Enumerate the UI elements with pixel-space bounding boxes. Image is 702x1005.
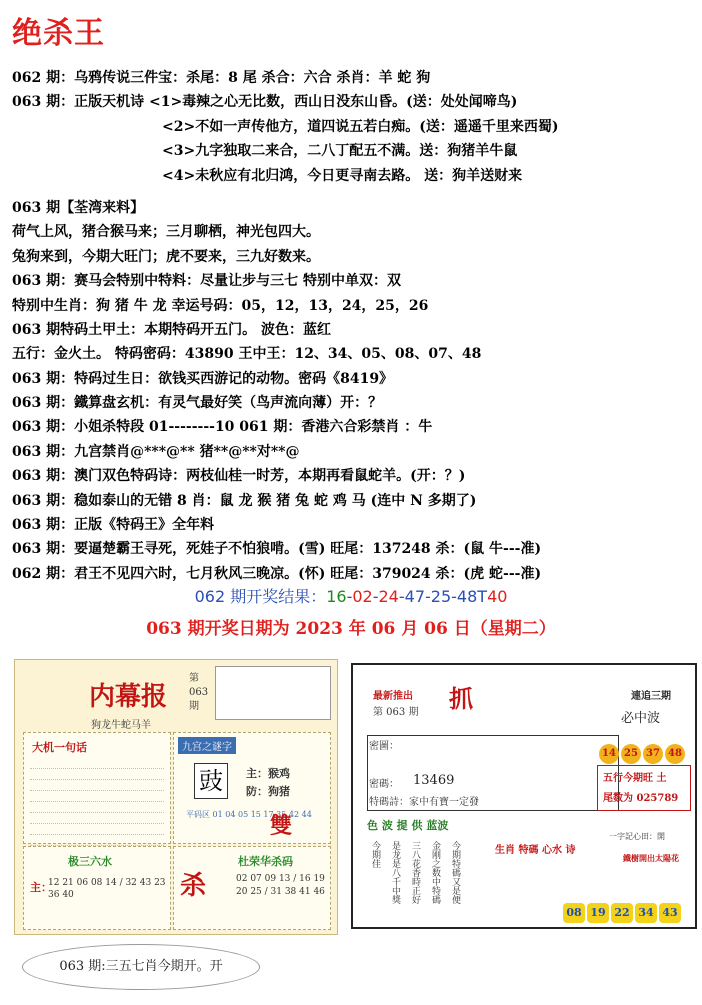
box2-guard: 防：狗猪 [246, 785, 290, 798]
box3-numbers: 12 21 06 08 14 / 32 43 23 36 40 [48, 878, 166, 900]
rp-mimi: 密圖： [369, 741, 399, 752]
line-2: 063 期：正版天机诗 <1>毒辣之心无比数，西山日没东山昏。(送：处处闻啼鸟) [12, 94, 518, 111]
result-number: 25 [430, 587, 452, 606]
rp-tree: 鐵樹開出太陽花 [623, 853, 679, 863]
draw-result [0, 584, 702, 607]
line-3: <2>不如一声传他方，道四说五若白痴。(送：遥遥千里来西蜀) [162, 118, 559, 135]
rp-wx: 五行今期旺 土 [603, 773, 667, 784]
line-19: 063 期：正版《特码王》全年料 [12, 517, 215, 534]
box2-tag: 九宫之谜字 [178, 737, 236, 754]
nine-palace-box [173, 732, 331, 844]
box2-main: 主：猴鸡 [246, 767, 290, 780]
rp-tema: 特碼詩：家中有寶一定發 [369, 797, 479, 808]
ball2-3: 22 [611, 903, 633, 923]
rp-balls2 [563, 901, 683, 923]
rp-vert-2: 是龙是八千中獎 [390, 841, 400, 904]
blank-box [215, 666, 331, 720]
result-number: 16 [326, 587, 347, 606]
box4-grid: 02 07 09 13 / 16 19 20 25 / 31 38 41 46 [236, 874, 325, 897]
ball-4: 48 [665, 744, 685, 764]
one-sentence-box [23, 732, 171, 844]
line-10: 特别中生肖：狗 猪 牛 龙 幸运号码：05，12，13，24，25，26 [12, 297, 429, 314]
footer-bubble: 063 期:三五七肖今期开。开 [22, 944, 260, 990]
riddle-char: 豉 [194, 763, 228, 799]
ball2-2: 19 [587, 903, 609, 923]
line-13: 063 期：特码过生日：欲钱买西游记的动物。密码《8419》 [12, 370, 394, 387]
box2-flat-codes: 平码区 01 04 05 15 17 35 42 44 [186, 810, 312, 819]
draw-date: 063 期开奖日期为 2023 年 06 月 06 日（星期二） [146, 619, 556, 639]
panel-banner: 内幕报 [89, 682, 168, 712]
rp-new: 最新推出 [373, 691, 413, 702]
line-6: 063 期【荃湾来料】 [12, 199, 145, 216]
line-15: 063 期：小姐杀特段 01--------10 061 期：香港六合彩禁肖 ：牛 [12, 419, 433, 436]
rp-issue: 第 063 期 [373, 707, 419, 718]
box3-main: 主： [30, 881, 52, 894]
result-number: - [425, 587, 431, 606]
rp-mima-label: 密碼： [369, 779, 399, 790]
ball-1: 14 [599, 744, 619, 764]
result-number: - [372, 587, 379, 606]
rp-three: 連追三期 [631, 691, 671, 702]
prediction-list [12, 66, 692, 586]
panel-issue: 第063期 [189, 673, 209, 712]
ball-3: 37 [643, 744, 663, 764]
ball2-1: 08 [563, 903, 585, 923]
rp-balls [599, 741, 687, 764]
draw-result-prefix: 062 期开奖结果： [194, 587, 327, 606]
rp-vert-1: 今期佳 [370, 841, 380, 868]
line-17: 063 期：澳门双色特码诗：两枝仙桂一时芳，本期再看鼠蛇羊。(开：？) [12, 468, 466, 485]
page-title: 绝杀王 [12, 16, 105, 51]
panel-animals: 狗龙牛蛇马羊 [91, 720, 151, 731]
result-number: 24 [378, 587, 399, 606]
line-14: 063 期：鐵算盘玄机：有灵气最好笑（鸟声流向薄）开：？ [12, 395, 383, 412]
result-number: - [346, 587, 353, 606]
ball2-4: 34 [635, 903, 657, 923]
six-water-box [23, 846, 171, 930]
box2-double: 雙 [270, 813, 293, 839]
ball2-5: 43 [659, 903, 681, 923]
rp-vert-4: 金刚之数中特碼 [430, 841, 440, 904]
box4-title: 杜荣华杀码 [238, 855, 293, 868]
rp-vert-3: 三八花香時正好 [410, 841, 420, 904]
rp-must: 必中波 [621, 711, 661, 726]
line-11: 063 期特码土甲土：本期特码开五门。 波色：蓝红 [12, 321, 331, 338]
result-number: - [451, 587, 457, 606]
line-5: <4>未秋应有北归鸿，今日更寻南去路。 送：狗羊送财来 [162, 167, 523, 184]
box3-title: 极三六水 [68, 855, 112, 868]
line-21: 062 期：君王不见四六时，七月秋风三晚凉。(怀) 旺尾：379024 杀：(虎 蛇---准) [12, 565, 542, 582]
rp-color-row: 色 波 提 供 蓝波 [367, 819, 449, 832]
rp-shengxiao: 生肖 特碼 心水 诗 [495, 845, 576, 856]
inside-report-panel [14, 659, 338, 935]
wave-panel [351, 663, 697, 929]
result-number: 40 [487, 587, 508, 606]
rp-vert-5: 今期特碼又是便 [450, 841, 460, 904]
result-number: 47 [404, 587, 425, 606]
rp-ws: 尾数为 025789 [603, 793, 679, 804]
line-9: 063 期：赛马会特别中特料：尽量让步与三七 特别中单双：双 [12, 273, 401, 290]
line-1: 062 期：乌鸦传说三件宝：杀尾：8 尾 杀合：六合 杀肖：羊 蛇 狗 [12, 70, 431, 86]
box1-title: 大机一句话 [32, 741, 87, 754]
result-number: - [398, 587, 405, 606]
rp-one: 一字記心田：開 [609, 832, 665, 841]
line-4: <3>九字独取二来合，二八丁配五不满。送：狗猪羊牛鼠 [162, 143, 518, 160]
result-number: 02 [352, 587, 373, 606]
line-16: 063 期：九宫禁肖@***@** 猪**@**对**@ [12, 443, 300, 460]
line-20: 063 期：要逼楚霸王寻死，死娃子不怕狼啃。(雪) 旺尾：137248 杀：(鼠 牛---准) [12, 541, 542, 558]
box4-kill: 杀 [180, 871, 207, 901]
line-18: 063 期：稳如泰山的无错 8 肖：鼠 龙 猴 猪 兔 蛇 鸡 马 (连中 N 多期了) [12, 492, 477, 509]
kill-code-box [173, 846, 331, 930]
line-7: 荷气上风，猪合猴马来；三月聊栖，神光包四大。 [12, 224, 320, 241]
line-8: 兔狗来到，今期大旺门；虎不要来，三九好数来。 [12, 248, 320, 265]
box1-rows [24, 761, 170, 846]
rp-zhua: 抓 [449, 684, 473, 713]
rp-mima-value: 13469 [413, 773, 455, 788]
line-12: 五行：金火土。 特码密码：43890 王中王：12、34、05、08、07、48 [12, 346, 482, 363]
result-number: T [477, 587, 488, 606]
ball-2: 25 [621, 744, 641, 764]
draw-result-numbers [326, 587, 507, 606]
result-number: 48 [456, 587, 478, 606]
